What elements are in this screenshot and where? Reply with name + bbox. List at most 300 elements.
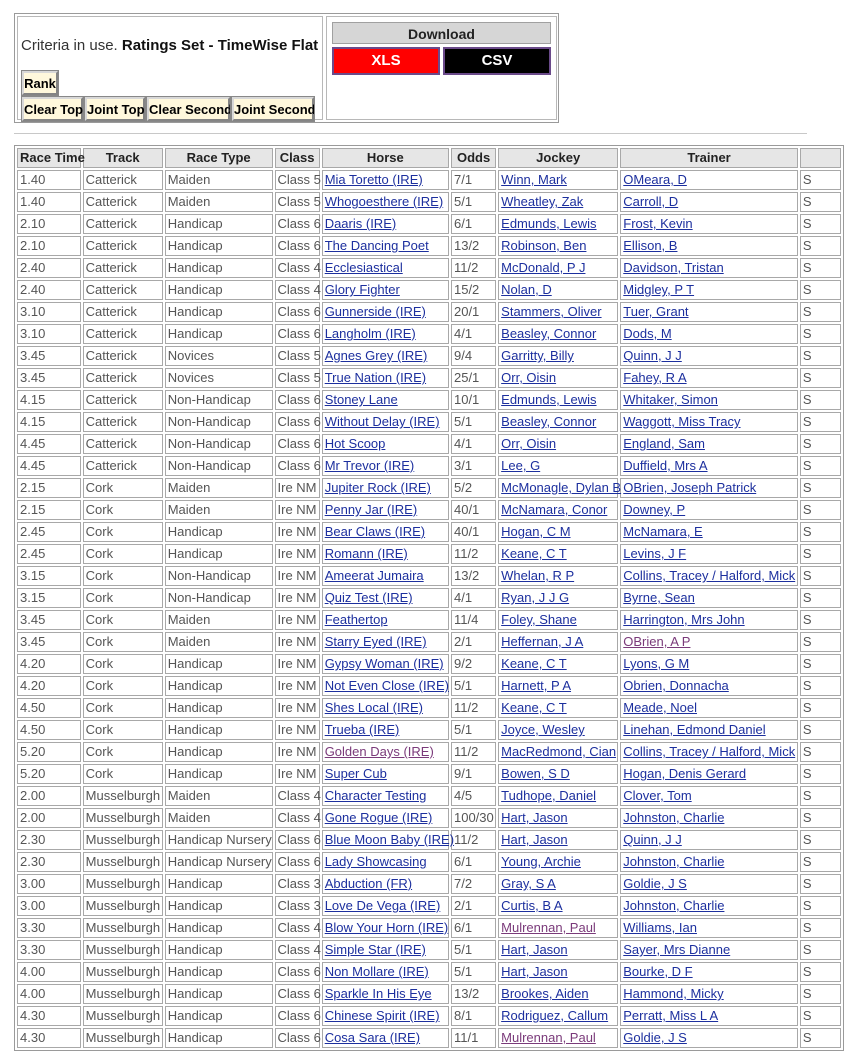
table-row	[17, 654, 841, 674]
horse-link[interactable]: Blow Your Horn (IRE)	[324, 920, 449, 935]
trainer-link[interactable]: OMeara, D	[623, 172, 687, 187]
cell-trainer	[620, 874, 798, 894]
horse-link[interactable]: Ameerat Jumaira	[324, 568, 424, 583]
cell-race-time: 4.45	[17, 456, 81, 476]
criteria-cell	[17, 16, 323, 120]
trainer-link[interactable]: Quinn, J J	[623, 348, 682, 363]
horse-link[interactable]: Character Testing	[324, 788, 427, 803]
cell-extra: S	[800, 522, 841, 542]
jockey-link[interactable]: Stammers, Oliver	[501, 304, 602, 319]
cell-race-type: Handicap	[165, 764, 273, 784]
horse-link[interactable]: Not Even Close (IRE)	[324, 678, 449, 693]
horse-link[interactable]: Gone Rogue (IRE)	[324, 810, 433, 825]
cell-extra: S	[800, 830, 841, 850]
cell-odds: 40/1	[451, 522, 496, 542]
table-row	[17, 764, 841, 784]
cell-trainer	[620, 830, 798, 850]
cell-jockey	[498, 412, 618, 432]
trainer-link[interactable]: Johnston, Charlie	[623, 854, 725, 869]
cell-jockey	[498, 1006, 618, 1026]
table-row	[17, 962, 841, 982]
jockey-link[interactable]: Keane, C T	[501, 700, 567, 715]
jockey-link[interactable]: Wheatley, Zak	[501, 194, 584, 209]
trainer-link[interactable]: Williams, Ian	[623, 920, 697, 935]
trainer-link[interactable]: Collins, Tracey / Halford, Mick	[623, 568, 796, 583]
clear-second-button[interactable]: Clear Second	[147, 97, 230, 121]
jockey-link[interactable]: Keane, C T	[501, 546, 567, 561]
table-row	[17, 302, 841, 322]
cell-track: Cork	[83, 544, 163, 564]
csv-download-button[interactable]: CSV	[443, 47, 551, 75]
cell-extra: S	[800, 302, 841, 322]
horse-link[interactable]: Bear Claws (IRE)	[324, 524, 426, 539]
cell-horse	[322, 1006, 449, 1026]
cell-extra: S	[800, 962, 841, 982]
horse-link[interactable]: Hot Scoop	[324, 436, 386, 451]
jockey-link[interactable]: McNamara, Conor	[501, 502, 608, 517]
cell-class: Class 6	[275, 830, 320, 850]
jockey-link[interactable]: Hart, Jason	[501, 964, 568, 979]
rank-button[interactable]: Rank	[22, 71, 58, 95]
column-header-race-time: Race Time	[17, 148, 81, 168]
cell-race-type: Handicap	[165, 522, 273, 542]
column-header-track: Track	[83, 148, 163, 168]
table-row	[17, 346, 841, 366]
jockey-link[interactable]: Hart, Jason	[501, 810, 568, 825]
cell-jockey	[498, 588, 618, 608]
jockey-link[interactable]: Ryan, J J G	[501, 590, 570, 605]
cell-race-type: Handicap	[165, 720, 273, 740]
cell-race-time: 3.30	[17, 918, 81, 938]
cell-class: Class 6	[275, 456, 320, 476]
jockey-link[interactable]: Rodriguez, Callum	[501, 1008, 609, 1023]
cell-jockey	[498, 544, 618, 564]
jockey-link[interactable]: Gray, S A	[501, 876, 556, 891]
jockey-link[interactable]: Heffernan, J A	[501, 634, 584, 649]
trainer-link[interactable]: Obrien, Donnacha	[623, 678, 729, 693]
cell-jockey	[498, 698, 618, 718]
trainer-link[interactable]: Hammond, Micky	[623, 986, 724, 1001]
cell-horse	[322, 962, 449, 982]
cell-track: Musselburgh	[83, 962, 163, 982]
cell-trainer	[620, 808, 798, 828]
cell-odds: 13/2	[451, 566, 496, 586]
trainer-link[interactable]: Goldie, J S	[623, 876, 687, 891]
jockey-link[interactable]: McDonald, P J	[501, 260, 586, 275]
cell-class: Ire NM	[275, 764, 320, 784]
cell-trainer	[620, 390, 798, 410]
cell-trainer	[620, 654, 798, 674]
trainer-link[interactable]: Linehan, Edmond Daniel	[623, 722, 766, 737]
race-ratings-table	[14, 145, 844, 1051]
cell-class: Class 6	[275, 214, 320, 234]
cell-extra: S	[800, 852, 841, 872]
criteria-panel	[14, 13, 559, 123]
horse-link[interactable]: Penny Jar (IRE)	[324, 502, 418, 517]
cell-class: Class 4	[275, 940, 320, 960]
horse-link[interactable]: Trueba (IRE)	[324, 722, 400, 737]
jockey-link[interactable]: Hart, Jason	[501, 942, 568, 957]
cell-horse	[322, 566, 449, 586]
horse-link[interactable]: Shes Local (IRE)	[324, 700, 423, 715]
cell-class: Class 6	[275, 236, 320, 256]
cell-trainer	[620, 984, 798, 1004]
horse-link[interactable]: Chinese Spirit (IRE)	[324, 1008, 440, 1023]
cell-trainer	[620, 918, 798, 938]
criteria-value: Ratings Set - TimeWise Flat	[121, 37, 319, 54]
cell-class: Class 4	[275, 280, 320, 300]
cell-jockey	[498, 346, 618, 366]
trainer-link[interactable]: Johnston, Charlie	[623, 810, 725, 825]
table-header-row	[17, 148, 841, 168]
cell-jockey	[498, 500, 618, 520]
cell-jockey	[498, 302, 618, 322]
cell-race-time: 2.10	[17, 214, 81, 234]
cell-odds: 9/1	[451, 764, 496, 784]
table-row	[17, 456, 841, 476]
horse-link[interactable]: Without Delay (IRE)	[324, 414, 440, 429]
cell-extra: S	[800, 764, 841, 784]
cell-race-time: 2.30	[17, 852, 81, 872]
trainer-link[interactable]: Byrne, Sean	[623, 590, 695, 605]
cell-extra: S	[800, 896, 841, 916]
horse-link[interactable]: Super Cub	[324, 766, 387, 781]
cell-class: Class 5	[275, 368, 320, 388]
cell-race-type: Handicap	[165, 302, 273, 322]
horse-link[interactable]: Non Mollare (IRE)	[324, 964, 429, 979]
table-row	[17, 610, 841, 630]
cell-track: Catterick	[83, 302, 163, 322]
cell-race-type: Maiden	[165, 170, 273, 190]
horse-link[interactable]: Cosa Sara (IRE)	[324, 1030, 421, 1045]
horse-link[interactable]: True Nation (IRE)	[324, 370, 427, 385]
trainer-link[interactable]: Ellison, B	[623, 238, 678, 253]
cell-horse	[322, 940, 449, 960]
table-row	[17, 368, 841, 388]
jockey-link[interactable]: Nolan, D	[501, 282, 552, 297]
trainer-link[interactable]: Levins, J F	[623, 546, 687, 561]
horse-link[interactable]: Langholm (IRE)	[324, 326, 416, 341]
trainer-link[interactable]: OBrien, Joseph Patrick	[623, 480, 757, 495]
jockey-link[interactable]: Young, Archie	[501, 854, 581, 869]
jockey-link[interactable]: Keane, C T	[501, 656, 567, 671]
cell-horse	[322, 412, 449, 432]
horse-link[interactable]: Golden Days (IRE)	[324, 744, 434, 759]
cell-race-type: Handicap	[165, 1028, 273, 1048]
trainer-link[interactable]: Downey, P	[623, 502, 686, 517]
trainer-link[interactable]: Collins, Tracey / Halford, Mick	[623, 744, 796, 759]
jockey-link[interactable]: Brookes, Aiden	[501, 986, 589, 1001]
jockey-link[interactable]: Lee, G	[501, 458, 541, 473]
jockey-link[interactable]: Edmunds, Lewis	[501, 216, 597, 231]
trainer-link[interactable]: McNamara, E	[623, 524, 703, 539]
cell-jockey	[498, 258, 618, 278]
cell-jockey	[498, 324, 618, 344]
cell-race-time: 3.00	[17, 874, 81, 894]
cell-trainer	[620, 214, 798, 234]
jockey-link[interactable]: Mulrennan, Paul	[501, 1030, 596, 1045]
cell-race-time: 3.10	[17, 302, 81, 322]
trainer-link[interactable]: Whitaker, Simon	[623, 392, 718, 407]
trainer-link[interactable]: Fahey, R A	[623, 370, 687, 385]
trainer-link[interactable]: Tuer, Grant	[623, 304, 689, 319]
joint-second-button[interactable]: Joint Second	[232, 97, 314, 121]
trainer-link[interactable]: Sayer, Mrs Dianne	[623, 942, 731, 957]
column-header-horse: Horse	[322, 148, 449, 168]
cell-odds: 5/1	[451, 412, 496, 432]
cell-jockey	[498, 214, 618, 234]
cell-trainer	[620, 544, 798, 564]
cell-class: Ire NM	[275, 566, 320, 586]
cell-extra: S	[800, 984, 841, 1004]
cell-horse	[322, 522, 449, 542]
cell-odds: 13/2	[451, 984, 496, 1004]
horse-link[interactable]: Agnes Grey (IRE)	[324, 348, 428, 363]
cell-race-type: Handicap	[165, 896, 273, 916]
cell-class: Class 6	[275, 852, 320, 872]
cell-race-type: Non-Handicap	[165, 412, 273, 432]
cell-race-type: Handicap	[165, 214, 273, 234]
cell-class: Ire NM	[275, 720, 320, 740]
cell-class: Ire NM	[275, 676, 320, 696]
jockey-link[interactable]: Joyce, Wesley	[501, 722, 585, 737]
horse-link[interactable]: Love De Vega (IRE)	[324, 898, 441, 913]
horse-link[interactable]: Jupiter Rock (IRE)	[324, 480, 431, 495]
trainer-link[interactable]: England, Sam	[623, 436, 705, 451]
trainer-link[interactable]: Quinn, J J	[623, 832, 682, 847]
cell-track: Cork	[83, 610, 163, 630]
horse-link[interactable]: Gunnerside (IRE)	[324, 304, 426, 319]
trainer-link[interactable]: Meade, Noel	[623, 700, 697, 715]
horse-link[interactable]: Mr Trevor (IRE)	[324, 458, 415, 473]
cell-horse	[322, 764, 449, 784]
jockey-link[interactable]: Beasley, Connor	[501, 414, 597, 429]
cell-race-time: 4.15	[17, 412, 81, 432]
horse-link[interactable]: Sparkle In His Eye	[324, 986, 432, 1001]
jockey-link[interactable]: Garritty, Billy	[501, 348, 574, 363]
horse-link[interactable]: The Dancing Poet	[324, 238, 429, 253]
jockey-link[interactable]: Winn, Mark	[501, 172, 567, 187]
cell-jockey	[498, 786, 618, 806]
horse-link[interactable]: Lady Showcasing	[324, 854, 427, 869]
cell-class: Class 6	[275, 1028, 320, 1048]
horse-link[interactable]: Blue Moon Baby (IRE)	[324, 832, 455, 847]
trainer-link[interactable]: Johnston, Charlie	[623, 898, 725, 913]
horse-link[interactable]: Glory Fighter	[324, 282, 400, 297]
cell-horse	[322, 588, 449, 608]
cell-horse	[322, 214, 449, 234]
cell-race-time: 4.15	[17, 390, 81, 410]
trainer-link[interactable]: Clover, Tom	[623, 788, 692, 803]
jockey-link[interactable]: Edmunds, Lewis	[501, 392, 597, 407]
cell-odds: 4/1	[451, 324, 496, 344]
jockey-link[interactable]: Mulrennan, Paul	[501, 920, 596, 935]
jockey-link[interactable]: Beasley, Connor	[501, 326, 597, 341]
cell-track: Cork	[83, 654, 163, 674]
horse-link[interactable]: Romann (IRE)	[324, 546, 408, 561]
jockey-link[interactable]: McMonagle, Dylan B	[501, 480, 622, 495]
cell-jockey	[498, 874, 618, 894]
cell-track: Cork	[83, 720, 163, 740]
cell-odds: 4/5	[451, 786, 496, 806]
cell-trainer	[620, 764, 798, 784]
trainer-link[interactable]: Dods, M	[623, 326, 672, 341]
horse-link[interactable]: Mia Toretto (IRE)	[324, 172, 423, 187]
cell-horse	[322, 830, 455, 850]
cell-race-time: 3.45	[17, 632, 81, 652]
cell-odds: 4/1	[451, 588, 496, 608]
cell-race-type: Handicap	[165, 544, 273, 564]
cell-track: Catterick	[83, 434, 163, 454]
table-row	[17, 324, 841, 344]
jockey-link[interactable]: Orr, Oisin	[501, 370, 557, 385]
column-header-odds: Odds	[451, 148, 496, 168]
trainer-link[interactable]: Davidson, Tristan	[623, 260, 724, 275]
horse-link[interactable]: Ecclesiastical	[324, 260, 403, 275]
cell-class: Ire NM	[275, 522, 320, 542]
cell-track: Musselburgh	[83, 1006, 163, 1026]
clear-top-button[interactable]: Clear Top	[22, 97, 83, 121]
jockey-link[interactable]: Orr, Oisin	[501, 436, 557, 451]
cell-extra: S	[800, 808, 841, 828]
jockey-link[interactable]: Harnett, P A	[501, 678, 572, 693]
cell-race-type: Maiden	[165, 500, 273, 520]
cell-track: Catterick	[83, 170, 163, 190]
cell-extra: S	[800, 610, 841, 630]
cell-track: Musselburgh	[83, 830, 163, 850]
cell-horse	[322, 456, 449, 476]
cell-race-type: Handicap	[165, 236, 273, 256]
trainer-link[interactable]: Goldie, J S	[623, 1030, 687, 1045]
cell-race-type: Maiden	[165, 610, 273, 630]
cell-class: Class 6	[275, 390, 320, 410]
table-row	[17, 522, 841, 542]
cell-jockey	[498, 962, 618, 982]
jockey-link[interactable]: Bowen, S D	[501, 766, 570, 781]
cell-track: Musselburgh	[83, 984, 163, 1004]
cell-trainer	[620, 566, 798, 586]
trainer-link[interactable]: Frost, Kevin	[623, 216, 693, 231]
column-header-race-type: Race Type	[165, 148, 273, 168]
jockey-link[interactable]: Whelan, R P	[501, 568, 575, 583]
table-row	[17, 170, 841, 190]
cell-track: Catterick	[83, 192, 163, 212]
cell-track: Catterick	[83, 456, 163, 476]
horse-link[interactable]: Simple Star (IRE)	[324, 942, 426, 957]
trainer-link[interactable]: Bourke, D F	[623, 964, 693, 979]
trainer-link[interactable]: Perratt, Miss L A	[623, 1008, 719, 1023]
trainer-link[interactable]: Waggott, Miss Tracy	[623, 414, 741, 429]
cell-track: Musselburgh	[83, 808, 163, 828]
cell-jockey	[498, 808, 618, 828]
trainer-link[interactable]: Midgley, P T	[623, 282, 695, 297]
trainer-link[interactable]: Lyons, G M	[623, 656, 690, 671]
cell-horse	[322, 852, 449, 872]
cell-race-time: 3.10	[17, 324, 81, 344]
cell-extra: S	[800, 918, 841, 938]
cell-race-time: 2.30	[17, 830, 81, 850]
cell-jockey	[498, 170, 618, 190]
cell-jockey	[498, 720, 618, 740]
xls-download-button[interactable]: XLS	[332, 47, 440, 75]
cell-extra: S	[800, 940, 841, 960]
cell-odds: 7/1	[451, 170, 496, 190]
jockey-link[interactable]: Hart, Jason	[501, 832, 568, 847]
jockey-link[interactable]: MacRedmond, Cian	[501, 744, 617, 759]
trainer-link[interactable]: OBrien, A P	[623, 634, 691, 649]
jockey-link[interactable]: Hogan, C M	[501, 524, 571, 539]
cell-race-time: 3.30	[17, 940, 81, 960]
cell-race-time: 2.40	[17, 280, 81, 300]
horse-link[interactable]: Quiz Test (IRE)	[324, 590, 413, 605]
horse-link[interactable]: Whogoesthere (IRE)	[324, 194, 444, 209]
cell-extra: S	[800, 786, 841, 806]
column-header-jockey: Jockey	[498, 148, 618, 168]
cell-horse	[322, 324, 449, 344]
trainer-link[interactable]: Carroll, D	[623, 194, 679, 209]
table-row	[17, 214, 841, 234]
joint-top-button[interactable]: Joint Top	[85, 97, 145, 121]
jockey-link[interactable]: Tudhope, Daniel	[501, 788, 597, 803]
cell-odds: 11/2	[451, 258, 496, 278]
table-row	[17, 852, 841, 872]
jockey-link[interactable]: Foley, Shane	[501, 612, 577, 627]
cell-class: Ire NM	[275, 500, 320, 520]
cell-trainer	[620, 742, 798, 762]
cell-class: Ire NM	[275, 544, 320, 564]
cell-extra: S	[800, 192, 841, 212]
trainer-link[interactable]: Hogan, Denis Gerard	[623, 766, 747, 781]
cell-horse	[322, 434, 449, 454]
column-header-trainer: Trainer	[620, 148, 798, 168]
cell-jockey	[498, 676, 618, 696]
horse-link[interactable]: Stoney Lane	[324, 392, 398, 407]
horse-link[interactable]: Gypsy Woman (IRE)	[324, 656, 444, 671]
jockey-link[interactable]: Robinson, Ben	[501, 238, 587, 253]
cell-horse	[322, 698, 449, 718]
cell-race-type: Handicap	[165, 874, 273, 894]
cell-race-type: Maiden	[165, 786, 273, 806]
cell-horse	[322, 236, 449, 256]
cell-odds: 6/1	[451, 214, 496, 234]
table-row	[17, 896, 841, 916]
cell-extra: S	[800, 368, 841, 388]
cell-horse	[322, 192, 449, 212]
table-row	[17, 412, 841, 432]
jockey-link[interactable]: Curtis, B A	[501, 898, 563, 913]
cell-class: Class 4	[275, 258, 320, 278]
horse-link[interactable]: Abduction (FR)	[324, 876, 413, 891]
trainer-link[interactable]: Harrington, Mrs John	[623, 612, 745, 627]
cell-horse	[322, 478, 449, 498]
cell-track: Catterick	[83, 324, 163, 344]
cell-race-time: 5.20	[17, 742, 81, 762]
cell-race-time: 4.45	[17, 434, 81, 454]
table-row	[17, 918, 841, 938]
horse-link[interactable]: Feathertop	[324, 612, 388, 627]
cell-track: Musselburgh	[83, 852, 163, 872]
cell-jockey	[498, 456, 618, 476]
cell-class: Class 6	[275, 412, 320, 432]
horse-link[interactable]: Daaris (IRE)	[324, 216, 397, 231]
horse-link[interactable]: Starry Eyed (IRE)	[324, 634, 427, 649]
cell-extra: S	[800, 1028, 841, 1048]
cell-jockey	[498, 852, 618, 872]
cell-horse	[322, 280, 449, 300]
column-header-class: Class	[275, 148, 320, 168]
cell-jockey	[498, 764, 618, 784]
trainer-link[interactable]: Duffield, Mrs A	[623, 458, 708, 473]
